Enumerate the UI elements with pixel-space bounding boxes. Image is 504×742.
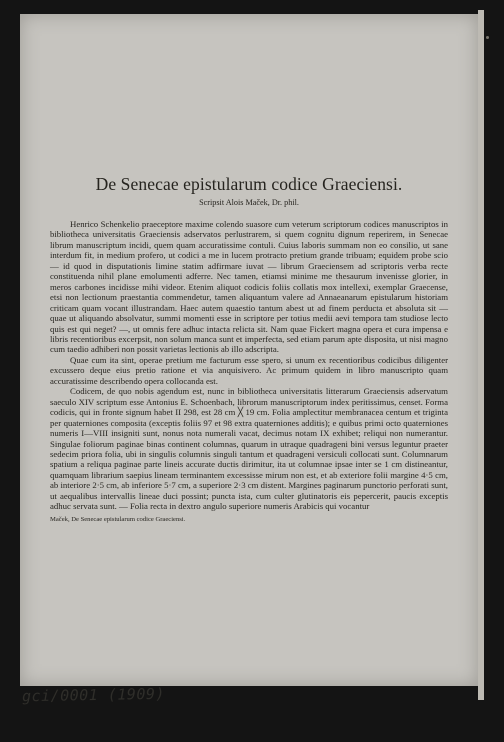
paragraph-3: Codicem, de quo nobis agendum est, nunc in bibliotheca universitatis litterarum Graeciensis adservatum saeculo XIV scriptum esse Antonius E. Schoenbach, librorum manuscriptorum index peritissimus, censet. Forma codicis, qui in fronte signum habet II 298, est 28 cm ╳ 19 cm. Folia amplectitur membranacea centum et triginta per quaterniones composita (exceptis foliis 97 et 98 extra quaterniones additis); e quibus primi octo quaterniones numeris I—VIII insigniti sunt, nonus nota numerali vacat, decimus notam IX exhibet; reliqui non numerantur. Singulae foliorum paginae binas continent columnas, quarum in utraque quadrageni bini versus leguntur praeter sedecim priora folia, ubi in singulis columnis singuli tantum et quadrageni versiculi collocati sunt. Columnarum spatium a reliqua paginae parte lineis accurate ductis dirimitur, ita ut columnae ipsae inter se 1 cm distineantur, quamquam librarium saepius lineam terminantem excessisse mirum non est, et ab exteriore folii margine 4·5 cm, ab interiore 2·5 cm, ab inferiore 5·7 cm, a superiore 2·3 cm distent. Margines paginarum punctorio perforati sunt, ut aequalibus intervallis lineae duci possint; puncta ista, cum culter glutinatoris eis pepercerit, paucis exceptis adhuc servata sunt. — Folia recta in dextro angulo superiore numeris Arabicis qui vocantur xyxy=(50,386,448,512)
paragraph-2: Quae cum ita sint, operae pretium me facturum esse spero, si unum ex recentioribus codicibus diligenter excussero deque eius pretio ratione et via anquisivero. Ac primum quidem in libro manuscripto quam accuratissime describendo opera collocanda est. xyxy=(50,354,448,386)
underlying-page-edge xyxy=(478,10,484,700)
paper-speck xyxy=(486,36,489,39)
document-author: Scripsit Alois Maček, Dr. phil. xyxy=(199,198,299,207)
page-footnote: Maček, De Senecae epistularum codice Graeciensi. xyxy=(50,515,186,523)
handwritten-shelfmark: gci/0001 (1909) xyxy=(21,684,166,706)
document-text-block xyxy=(50,174,448,524)
paragraph-1: Henrico Schenkelio praeceptore maxime colendo suasore cum veterum scriptorum codices manuscriptos in bibliotheca universitatis Graeciensis adservatos perlustrarem, si quem cognitu dignum reperirem, in Senecae librum manuscriptum incidi, quem quam accuratissime contuli. Cuius laboris summam non eo consilio, ut sane interdum fit, in medium profero, ut codici a me in lucem protracto pretium grande tribuam; equidem probe scio — id quod in disputationis limine statim adfirmare iuvat — librum Graeciensem ad scriptoris verba recte constituenda nihil plane emolumenti adferre. Nec tamen, etiamsi minime me thesaurum invenisse glorier, in meros carbones incidisse mihi videor. Etenim aliquot codicis foliis collatis mox intellexi, exemplar Graecense, etsi non lectionum praestantia commendetur, tamen aliquantum valere ad Annaeanarum epistularum historiam criticam quam vocant illustrandam. Haec autem quaestio tantum abest ut ad finem perducta et absoluta sit — quae ut aliquando absolvatur, summi momenti esse in scriptore per totius medii aevi tempora tam studiose lecto quis est qui neget? —, ut omnis fere adhuc intacta relicta sit. Nam quae Fickert magna opera et cura impensa e libris recentioribus excerpsit, non solum manca sunt et imperfecta, sed etiam parum apte disposita, ut nisi magno cum taedio adhiberi non possit varietas lectionis ab illo adscripta. xyxy=(50,219,448,355)
paper-sheet xyxy=(20,14,478,686)
document-title: De Senecae epistularum codice Graeciensi. xyxy=(95,174,403,194)
document-body xyxy=(50,219,448,512)
